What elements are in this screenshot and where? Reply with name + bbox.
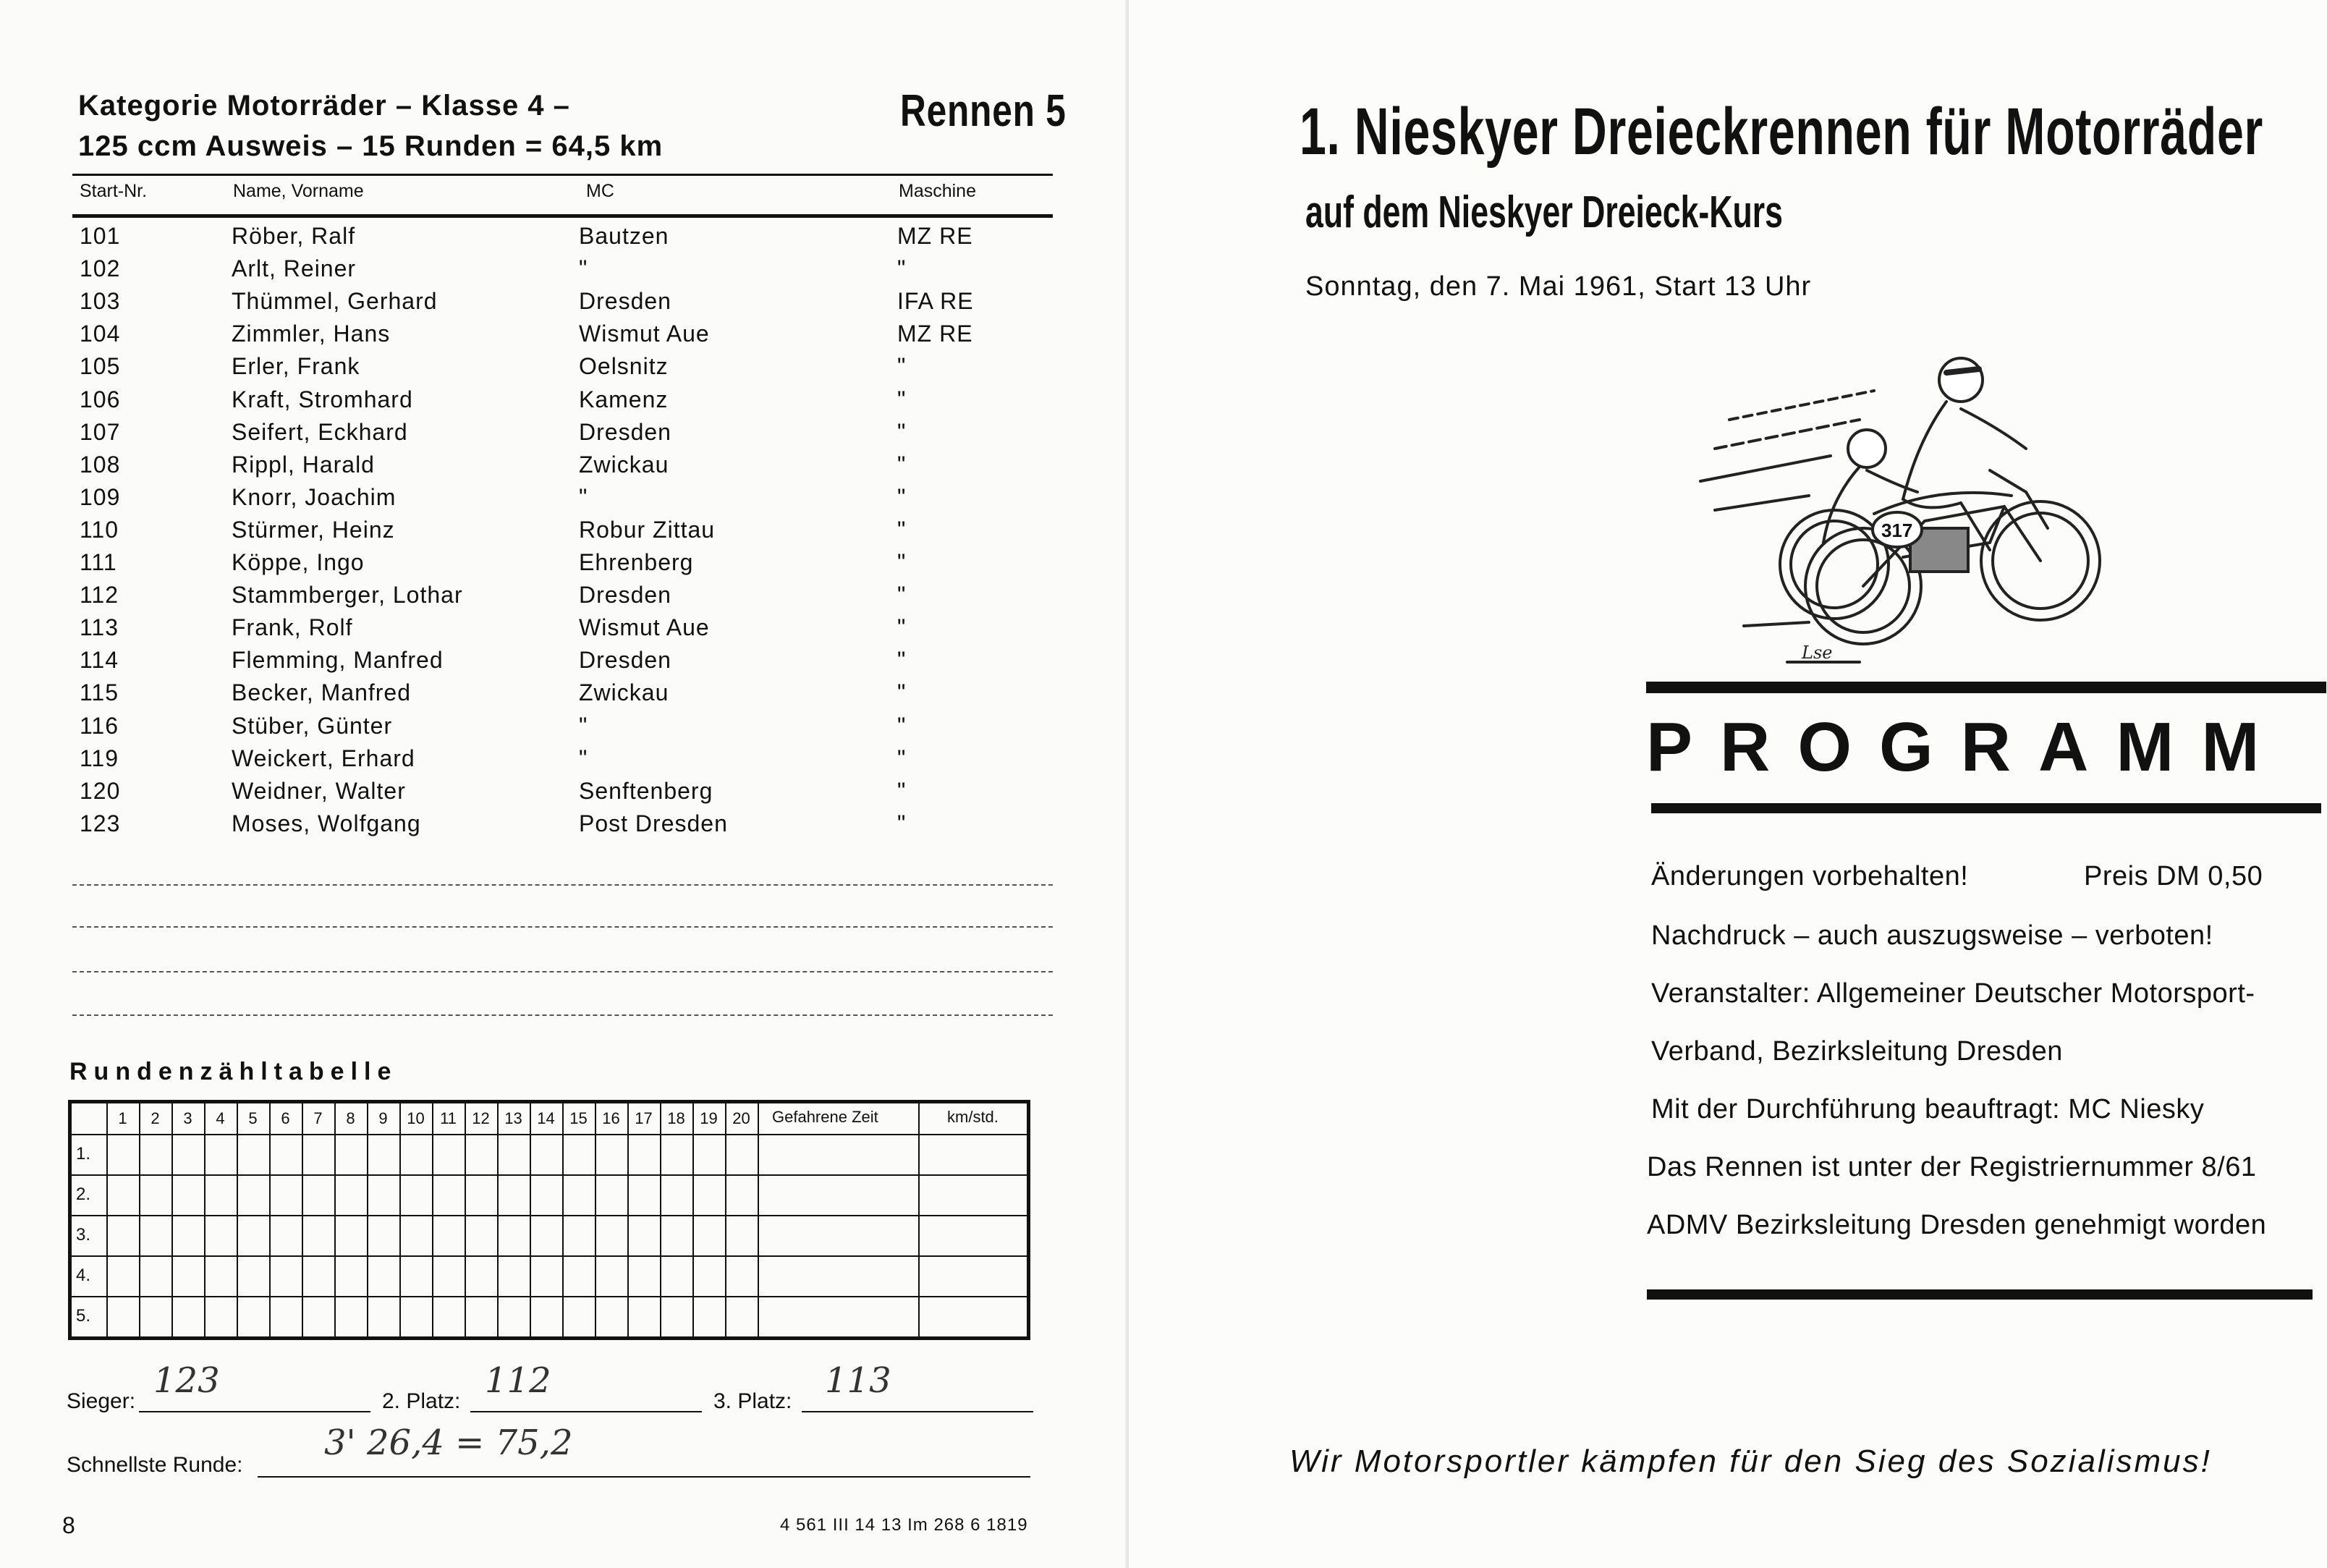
driver-name: Stammberger, Lothar <box>232 582 463 609</box>
club: " <box>579 255 588 282</box>
table-col-line <box>918 1103 920 1336</box>
table-row <box>72 679 1056 712</box>
third-value: 113 <box>825 1360 891 1401</box>
event-subtitle: auf dem Nieskyer Dreieck-Kurs <box>1305 187 1783 237</box>
lap-header: 14 <box>537 1109 555 1127</box>
info-line: Das Rennen ist unter der Registriernummer 8/61 <box>1647 1152 2257 1182</box>
club: Post Dresden <box>579 810 728 836</box>
header-rule-bottom <box>72 214 1053 218</box>
table-col-line <box>758 1103 759 1336</box>
club: Bautzen <box>579 223 669 249</box>
blank-line <box>72 884 1053 886</box>
table-col-line <box>367 1103 368 1336</box>
event-date: Sonntag, den 7. Mai 1961, Start 13 Uhr <box>1305 271 1812 302</box>
col-name: Name, Vorname <box>233 181 364 201</box>
table-row <box>72 713 1056 745</box>
table-row <box>72 810 1056 843</box>
plate-number: 317 <box>1881 520 1913 541</box>
machine: MZ RE <box>897 223 973 249</box>
driver-name: Thümmel, Gerhard <box>232 288 438 315</box>
fastest-lap-value: 3' 26,4 = 75,2 <box>324 1423 573 1463</box>
lap-header: 1 <box>118 1109 127 1127</box>
table-row <box>72 223 1056 255</box>
page-number: 8 <box>62 1512 75 1538</box>
lap-header: 13 <box>504 1109 522 1127</box>
driver-name: Weidner, Walter <box>232 777 406 804</box>
col-machine: Maschine <box>899 181 976 201</box>
table-row <box>72 549 1056 582</box>
table-col-line <box>106 1103 108 1336</box>
col-start-nr: Start-Nr. <box>80 181 148 201</box>
start-nr: 107 <box>80 418 121 445</box>
table-row <box>72 353 1056 386</box>
lap-header: 10 <box>407 1109 425 1127</box>
divider-bottom <box>1651 803 2321 813</box>
machine: " <box>897 777 907 804</box>
club: Zwickau <box>579 451 669 478</box>
driver-name: Arlt, Reiner <box>232 255 357 282</box>
driver-name: Stüber, Günter <box>232 712 393 739</box>
category-heading <box>78 85 663 166</box>
table-row <box>72 452 1056 484</box>
lap-header: 16 <box>602 1109 620 1127</box>
machine: " <box>897 614 907 641</box>
category-line-2: 125 ccm Ausweis – 15 Runden = 64,5 km <box>78 130 664 162</box>
table-header-line <box>72 1134 1027 1135</box>
info-line: Nachdruck – auch auszugsweise – verboten! <box>1651 920 2213 951</box>
col-mc: MC <box>586 181 614 201</box>
lap-row-label: 3. <box>76 1225 91 1245</box>
table-col-line <box>660 1103 661 1336</box>
lap-row-label: 4. <box>76 1266 91 1285</box>
table-row-line <box>72 1215 1027 1216</box>
table-col-line <box>725 1103 726 1336</box>
start-nr: 101 <box>80 223 121 249</box>
driver-name: Kraft, Stromhard <box>232 386 413 412</box>
info-line: ADMV Bezirksleitung Dresden genehmigt worden <box>1647 1210 2267 1240</box>
start-nr: 119 <box>80 745 119 771</box>
third-label: 3. Platz: <box>713 1389 792 1413</box>
club: Wismut Aue <box>579 614 710 641</box>
lap-row-label: 2. <box>76 1185 91 1204</box>
lap-header: 4 <box>216 1109 225 1127</box>
info-line: Verband, Bezirksleitung Dresden <box>1651 1036 2063 1067</box>
driver-name: Knorr, Joachim <box>232 483 397 510</box>
table-row <box>72 386 1056 419</box>
winner-value: 123 <box>153 1360 220 1401</box>
table-col-line <box>465 1103 466 1336</box>
lap-header: 2 <box>151 1109 160 1127</box>
driver-name: Flemming, Manfred <box>232 647 444 674</box>
lap-header: 9 <box>378 1109 388 1127</box>
start-nr: 102 <box>80 255 121 282</box>
table-row <box>72 778 1056 810</box>
driver-name: Köppe, Ingo <box>232 549 365 575</box>
table-col-line <box>237 1103 238 1336</box>
start-nr: 103 <box>80 288 121 315</box>
table-col-line <box>204 1103 205 1336</box>
driver-name: Weickert, Erhard <box>232 745 415 771</box>
machine: " <box>897 483 907 510</box>
club: Dresden <box>579 582 671 609</box>
lap-table-title: Rundenzähltabelle <box>69 1058 398 1085</box>
machine: " <box>897 451 907 478</box>
start-nr: 114 <box>80 647 119 674</box>
driver-name: Zimmler, Hans <box>232 321 391 347</box>
lap-count-table <box>68 1100 1030 1340</box>
start-nr: 111 <box>80 549 117 575</box>
start-nr: 115 <box>80 679 119 706</box>
table-row <box>72 321 1056 353</box>
lap-header: 15 <box>569 1109 588 1127</box>
lap-header: 5 <box>248 1109 258 1127</box>
machine: MZ RE <box>897 321 973 347</box>
lap-header: 17 <box>635 1109 653 1127</box>
blank-line <box>72 926 1053 928</box>
lap-header: 18 <box>667 1109 685 1127</box>
table-col-line <box>562 1103 564 1336</box>
second-line <box>470 1411 702 1412</box>
start-nr: 120 <box>80 777 121 804</box>
club: Wismut Aue <box>579 321 710 347</box>
machine: " <box>897 810 907 836</box>
lap-row-label: 5. <box>76 1306 91 1326</box>
table-row <box>72 614 1056 647</box>
club: " <box>579 483 588 510</box>
blank-line <box>72 971 1053 972</box>
machine: " <box>897 582 907 609</box>
club: Kamenz <box>579 386 669 412</box>
table-row <box>72 745 1056 778</box>
driver-name: Röber, Ralf <box>232 223 356 249</box>
race-number: Rennen 5 <box>900 86 1067 136</box>
start-nr: 104 <box>80 321 121 347</box>
table-col-line <box>139 1103 140 1336</box>
speed-header: km/std. <box>947 1108 999 1126</box>
lap-header: 20 <box>732 1109 750 1127</box>
table-col-line <box>432 1103 433 1336</box>
table-row <box>72 419 1056 452</box>
table-row <box>72 582 1056 614</box>
table-col-line <box>399 1103 401 1336</box>
divider-info <box>1647 1289 2313 1300</box>
start-nr: 106 <box>80 386 121 412</box>
start-nr: 109 <box>80 483 121 510</box>
table-col-line <box>692 1103 694 1336</box>
machine: " <box>897 647 907 674</box>
info-line: Mit der Durchführung beauftragt: MC Niesky <box>1651 1094 2205 1124</box>
programme-heading: PROGRAMM <box>1646 708 2287 786</box>
driver-name: Rippl, Harald <box>232 451 375 478</box>
club: Senftenberg <box>579 777 713 804</box>
category-line-1: Kategorie Motorräder – Klasse 4 – <box>78 90 570 122</box>
club: Robur Zittau <box>579 516 716 543</box>
table-row <box>72 255 1056 288</box>
info-line: Veranstalter: Allgemeiner Deutscher Motorsport- <box>1651 978 2255 1009</box>
motorcycle-racer-icon <box>1686 340 2127 680</box>
machine: " <box>897 712 907 739</box>
slogan: Wir Motorsportler kämpfen für den Sieg des Sozialismus! <box>1289 1444 2212 1479</box>
driver-name: Erler, Frank <box>232 353 360 380</box>
event-title: 1. Nieskyer Dreieckrennen für Motorräder <box>1300 95 2264 169</box>
lap-header: 3 <box>183 1109 192 1127</box>
machine: " <box>897 353 907 380</box>
club: Dresden <box>579 418 671 445</box>
table-col-line <box>595 1103 596 1336</box>
table-col-line <box>302 1103 303 1336</box>
table-row <box>72 288 1056 321</box>
table-col-line <box>530 1103 531 1336</box>
third-line <box>802 1411 1033 1412</box>
machine: " <box>897 255 907 282</box>
table-row-line <box>72 1255 1027 1257</box>
price: Preis DM 0,50 <box>2084 861 2263 891</box>
table-col-line <box>497 1103 499 1336</box>
lap-row-label: 1. <box>76 1144 91 1164</box>
machine: IFA RE <box>897 288 974 315</box>
driver-name: Stürmer, Heinz <box>232 516 395 543</box>
club: Ehrenberg <box>579 549 694 575</box>
club: Dresden <box>579 288 671 315</box>
fastest-lap-line <box>258 1476 1030 1478</box>
table-col-line <box>171 1103 173 1336</box>
club: " <box>579 745 588 771</box>
club: Oelsnitz <box>579 353 669 380</box>
second-value: 112 <box>485 1360 551 1401</box>
winner-line <box>139 1411 370 1412</box>
machine: " <box>897 516 907 543</box>
table-col-line <box>269 1103 271 1336</box>
lap-header: 6 <box>281 1109 290 1127</box>
header-rule <box>72 174 1053 176</box>
start-nr: 112 <box>80 582 119 609</box>
start-nr: 110 <box>80 516 119 543</box>
fastest-lap-label: Schnellste Runde: <box>67 1453 243 1477</box>
lap-header: 7 <box>313 1109 323 1127</box>
machine: " <box>897 745 907 771</box>
machine: " <box>897 418 907 445</box>
print-number: 4 561 III 14 13 Im 268 6 1819 <box>780 1515 1028 1535</box>
table-row <box>72 517 1056 549</box>
club: " <box>579 712 588 739</box>
start-nr: 108 <box>80 451 121 478</box>
second-label: 2. Platz: <box>382 1389 461 1413</box>
lap-header: 12 <box>472 1109 490 1127</box>
club: Dresden <box>579 647 671 674</box>
start-nr: 116 <box>80 712 119 739</box>
driver-name: Becker, Manfred <box>232 679 411 706</box>
driver-name: Seifert, Eckhard <box>232 418 408 445</box>
lap-header: 19 <box>700 1109 718 1127</box>
machine: " <box>897 386 907 412</box>
blank-line <box>72 1014 1053 1016</box>
table-row <box>72 484 1056 517</box>
time-header: Gefahrene Zeit <box>772 1108 878 1126</box>
lap-header: 8 <box>346 1109 355 1127</box>
table-col-line <box>334 1103 336 1336</box>
driver-name: Moses, Wolfgang <box>232 810 421 836</box>
table-row-line <box>72 1174 1027 1176</box>
club: Zwickau <box>579 679 669 706</box>
left-page <box>0 0 1129 1568</box>
right-page <box>1129 0 2327 1568</box>
machine: " <box>897 549 907 575</box>
winner-label: Sieger: <box>67 1389 136 1413</box>
artist-signature: Lse <box>1802 643 1833 663</box>
divider-top <box>1646 682 2326 693</box>
table-col-line <box>627 1103 629 1336</box>
driver-name: Frank, Rolf <box>232 614 353 641</box>
lap-header: 11 <box>440 1109 457 1127</box>
machine: " <box>897 679 907 706</box>
table-row <box>72 647 1056 679</box>
table-row-line <box>72 1296 1027 1297</box>
changes-notice: Änderungen vorbehalten! <box>1651 861 1969 891</box>
start-nr: 105 <box>80 353 121 380</box>
start-nr: 113 <box>80 614 119 641</box>
start-nr: 123 <box>80 810 121 836</box>
